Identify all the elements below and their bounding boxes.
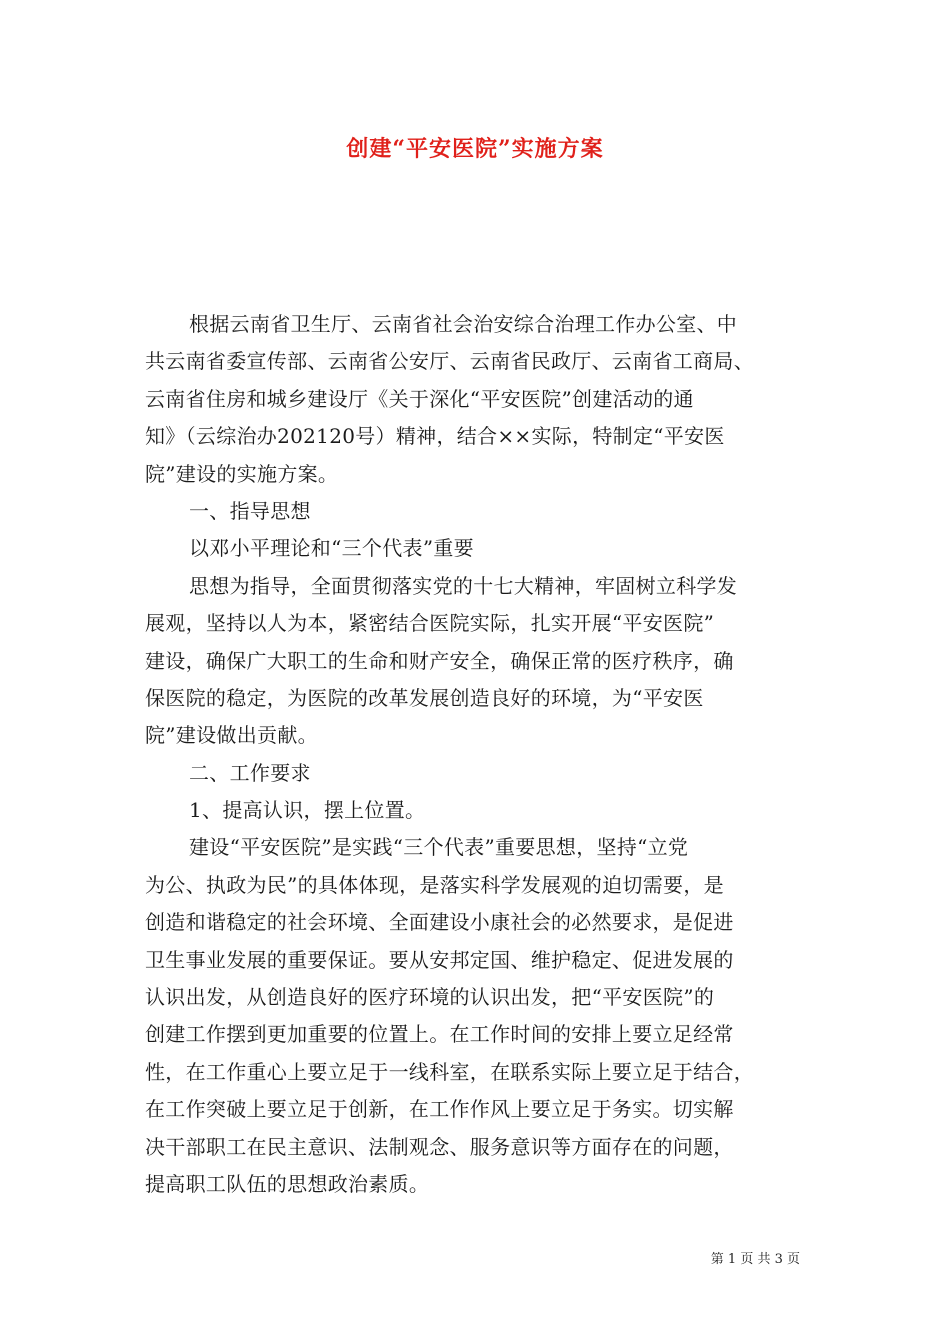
section-heading: 一、指导思想 <box>189 498 311 523</box>
paragraph-line: 性，在工作重心上要立足于一线科室，在联系实际上要立足于结合， <box>145 1059 754 1084</box>
paragraph-line: 创造和谐稳定的社会环境、全面建设小康社会的必然要求，是促进 <box>145 910 734 935</box>
paragraph-line: 提高职工队伍的思想政治素质。 <box>145 1171 430 1196</box>
paragraph-line: 思想为指导，全面贯彻落实党的十七大精神，牢固树立科学发 <box>189 573 738 598</box>
paragraph-line: 为公、执政为民”的具体体现，是落实科学发展观的迫切需要，是 <box>145 872 724 897</box>
document-body <box>145 306 815 1203</box>
paragraph-line: 院”建设做出贡献。 <box>145 723 318 748</box>
paragraph-line: 保医院的稳定，为医院的改革发展创造良好的环境，为“平安医 <box>145 685 704 710</box>
paragraph-line: 认识出发，从创造良好的医疗环境的认识出发，把“平安医院”的 <box>145 985 715 1010</box>
paragraph-line: 建设，确保广大职工的生命和财产安全，确保正常的医疗秩序，确 <box>145 648 734 673</box>
section-heading: 二、工作要求 <box>189 760 311 785</box>
paragraph-line: 卫生事业发展的重要保证。要从安邦定国、维护稳定、促进发展的 <box>145 947 734 972</box>
paragraph-line: 院”建设的实施方案。 <box>145 461 339 486</box>
paragraph-line: 云南省住房和城乡建设厅《关于深化“平安医院”创建活动的通 <box>145 386 694 411</box>
paragraph-line: 决干部职工在民主意识、法制观念、服务意识等方面存在的问题， <box>145 1134 734 1159</box>
paragraph-line: 建设“平安医院”是实践“三个代表”重要思想，坚持“立党 <box>189 835 689 860</box>
page-number-footer: 第 1 页 共 3 页 <box>710 1252 800 1267</box>
paragraph-line: 知》（云综治办202120号）精神，结合××实际，特制定“平安医 <box>145 424 725 449</box>
paragraph-line: 展观，坚持以人为本，紧密结合医院实际，扎实开展“平安医院” <box>145 611 715 636</box>
paragraph-line: 根据云南省卫生厅、云南省社会治安综合治理工作办公室、中 <box>189 312 738 336</box>
paragraph-line: 以邓小平理论和“三个代表”重要 <box>189 536 474 561</box>
subsection-heading: 1、提高认识，摆上位置。 <box>189 798 426 823</box>
paragraph-line: 创建工作摆到更加重要的位置上。在工作时间的安排上要立足经常 <box>145 1022 734 1047</box>
document-title: 创建“平安医院”实施方案 <box>346 136 604 162</box>
paragraph-line: 共云南省委宣传部、云南省公安厅、云南省民政厅、云南省工商局、 <box>145 349 754 374</box>
paragraph-line: 在工作突破上要立足于创新，在工作作风上要立足于务实。切实解 <box>145 1097 734 1122</box>
